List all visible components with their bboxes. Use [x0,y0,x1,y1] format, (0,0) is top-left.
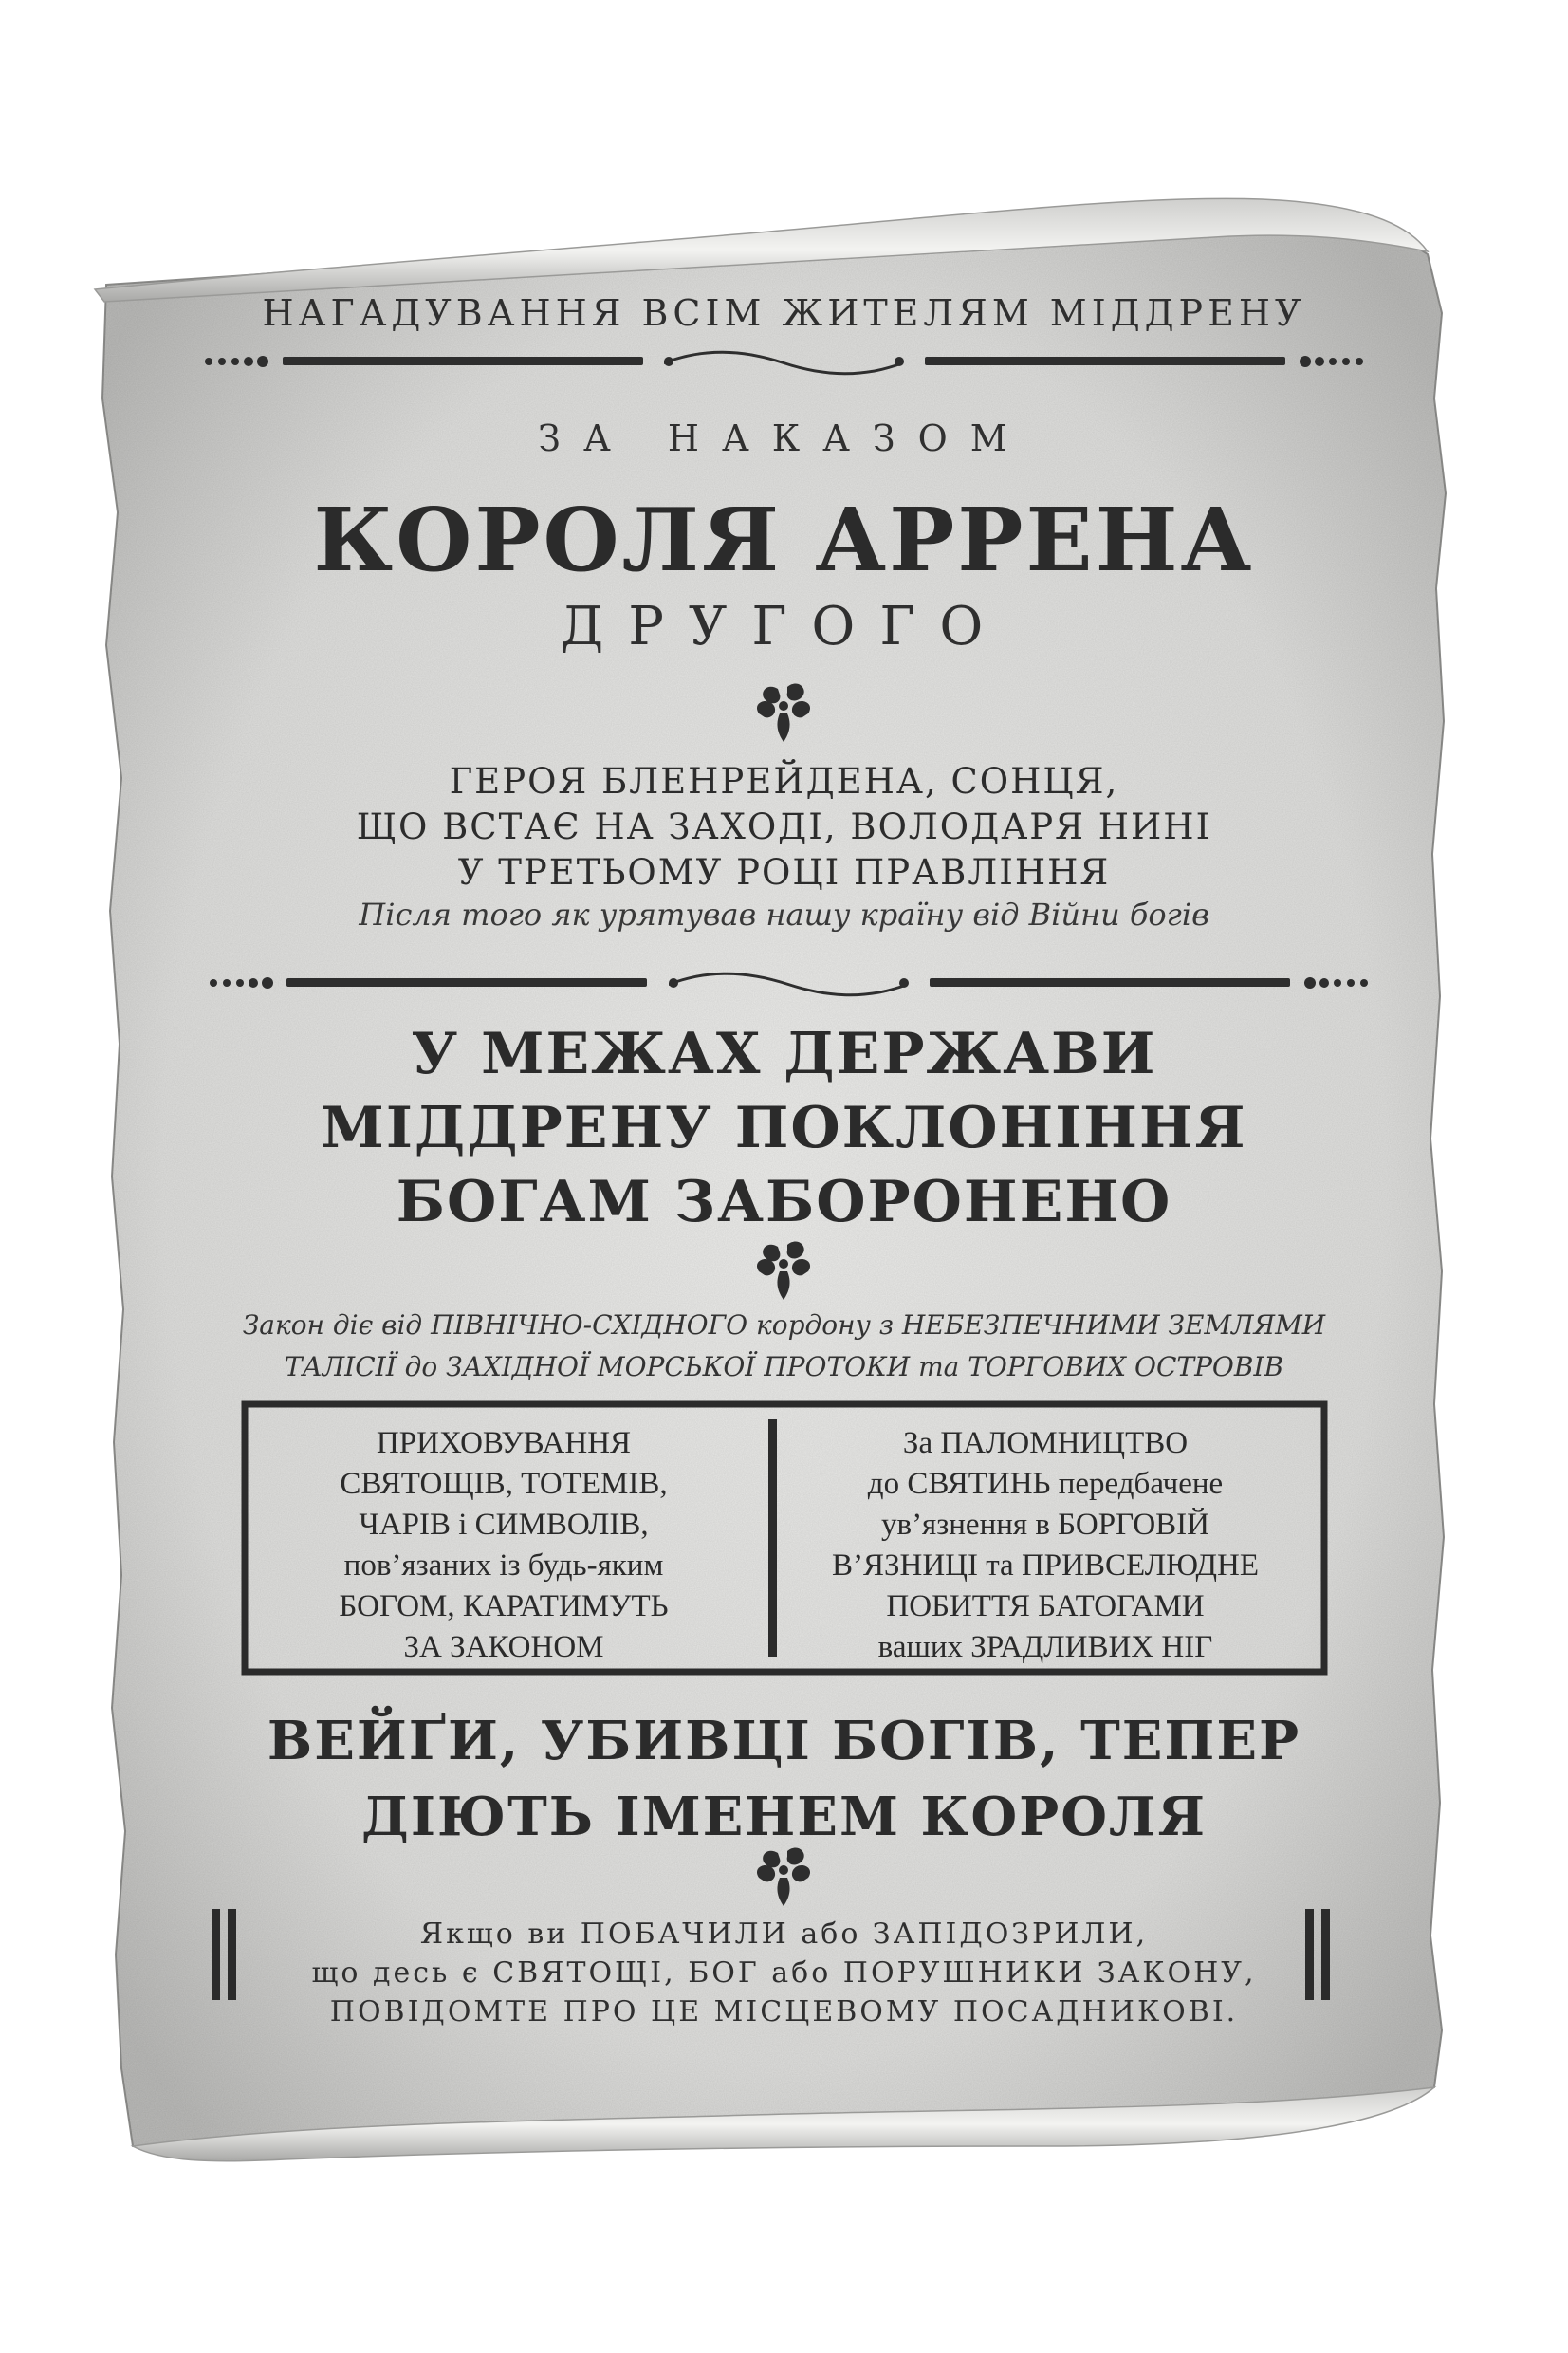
box-line: За ПАЛОМНИЦТВО [902,1426,1189,1460]
law-box-divider [768,1419,777,1657]
box-line: БОГОМ, КАРАТИМУТЬ [339,1589,669,1623]
law-box-left [249,1423,759,1668]
veigi-line: ДІЮТЬ ІМЕНЕМ КОРОЛЯ [361,1786,1207,1848]
report-notice [0,1915,1568,2031]
ban-line: У МЕЖАХ ДЕРЖАВИ [411,1021,1157,1087]
box-line: ПОБИТТЯ БАТОГАМИ [886,1589,1205,1623]
box-line: ЗА ЗАКОНОМ [403,1630,604,1664]
law-scope-line: Закон діє від ПІВНІЧНО-СХІДНОГО кордону з НЕБЕЗПЕЧНИМИ ЗЕМЛЯМИ [242,1309,1326,1341]
hero-title-line: ЩО ВСТАЄ НА ЗАХОДІ, ВОЛОДАРЯ НИНІ [356,806,1212,847]
veigi-heading [0,1703,1568,1855]
box-line: пов’язаних із будь-яким [343,1548,664,1583]
law-scope-line: ТАЛІСІЇ до ЗАХІДНОЇ МОРСЬКОЇ ПРОТОКИ та ТОРГОВИХ ОСТРОВІВ [284,1351,1284,1382]
law-scope [0,1305,1568,1388]
box-line: ваших ЗРАДЛИВИХ НІГ [877,1630,1213,1664]
report-line: що десь є СВЯТОЩІ, БОГ або ПОРУШНИКИ ЗАКОНУ, [311,1956,1257,1990]
box-line: СВЯТОЩІВ, ТОТЕМІВ, [340,1467,668,1501]
hero-title-line: У ТРЕТЬОМУ РОЦІ ПРАВЛІННЯ [457,852,1111,893]
war-note: Після того як урятував нашу країну від Війни богів [359,897,1209,933]
hero-titles [0,759,1568,896]
law-box-right [780,1423,1311,1668]
header-reminder: НАГАДУВАННЯ ВСІМ ЖИТЕЛЯМ МІДДРЕНУ [262,292,1306,334]
ban-heading [0,1017,1568,1239]
king-name-title: КОРОЛЯ АРРЕНА [313,489,1255,591]
box-line: ПРИХОВУВАННЯ [376,1426,632,1460]
ban-line: БОГАМ ЗАБОРОНЕНО [396,1169,1172,1235]
report-line: Якщо ви ПОБАЧИЛИ або ЗАПІДОЗРИЛИ, [419,1918,1149,1951]
king-ordinal: ДРУГОГО [560,596,1008,658]
box-line: В’ЯЗНИЦІ та ПРИВСЕЛЮДНЕ [831,1548,1260,1583]
report-line: ПОВІДОМТЕ ПРО ЦЕ МІСЦЕВОМУ ПОСАДНИКОВІ. [329,1995,1239,2029]
veigi-line: ВЕЙҐИ, УБИВЦІ БОГІВ, ТЕПЕР [267,1710,1301,1772]
box-line: ув’язнення в БОРГОВІЙ [880,1508,1209,1542]
box-line: до СВЯТИНЬ передбачене [867,1467,1224,1501]
ban-line: МІДДРЕНУ ПОКЛОНІННЯ [321,1095,1247,1161]
by-order-label: ЗА НАКАЗОМ [538,417,1030,459]
hero-title-line: ГЕРОЯ БЛЕНРЕЙДЕНА, СОНЦЯ, [449,761,1119,802]
box-line: ЧАРІВ і СИМВОЛІВ, [359,1508,649,1542]
